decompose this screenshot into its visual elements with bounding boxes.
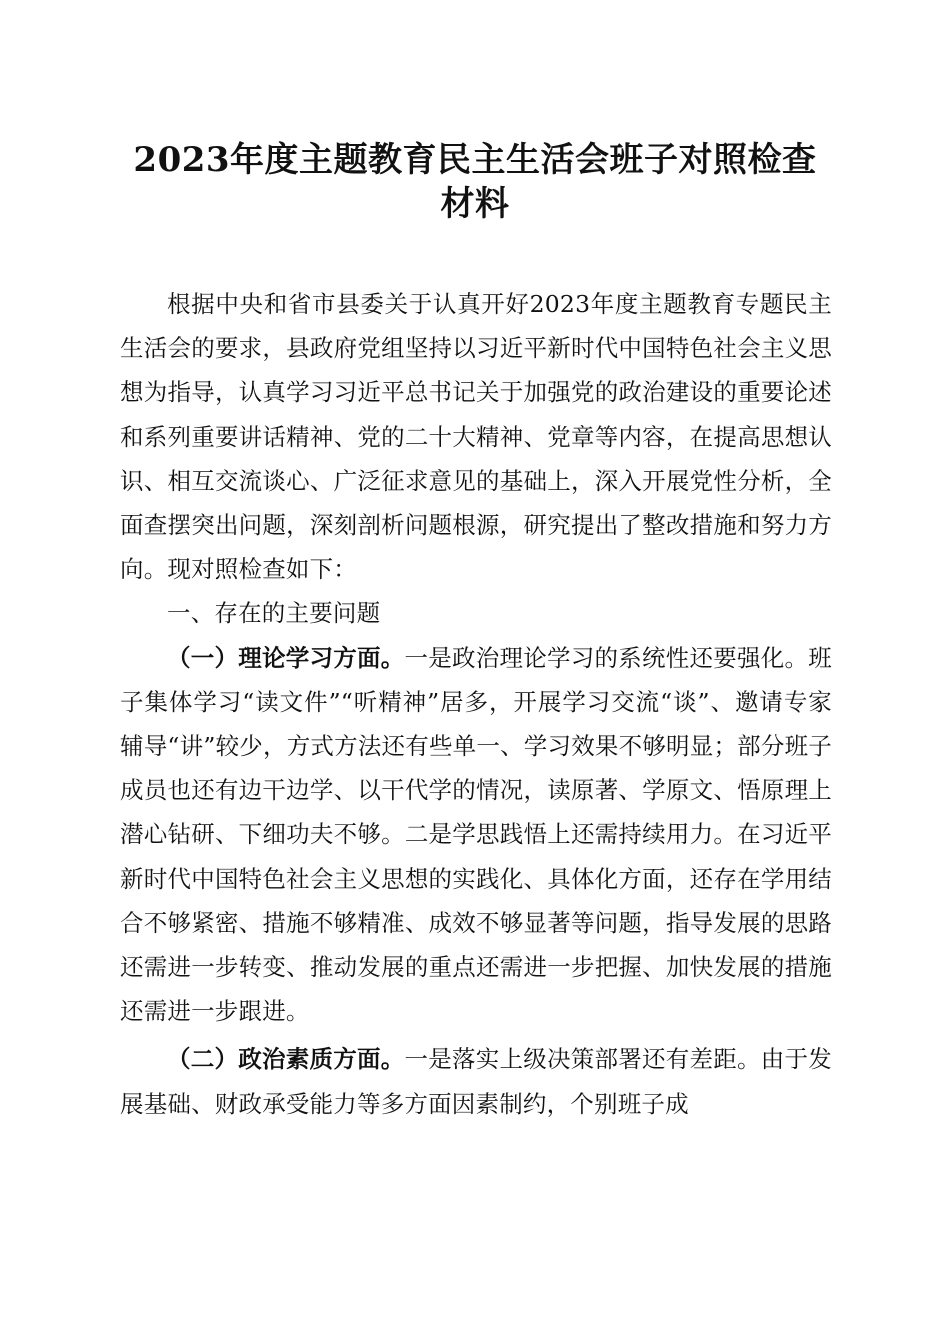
item-1-text: 一是政治理论学习的系统性还要强化。班子集体学习“读文件”“听精神”居多，开展学习交流“谈”、邀请专家辅导“讲”较少，方式方法还有些单一、学习效果不够明显；部分班子成员也还有边干边学、以干代学的情况，读原著、学原文、悟原理上潜心钻研、下细功夫不够。二是学思践悟上还需持续用力。在习近平新时代中国特色社会主义思想的实践化、具体化方面，还存在学用结合不够紧密、措施不够精准、成效不够显著等问题，指导发展的思路还需进一步转变、推动发展的重点还需进一步把握、加快发展的措施还需进一步跟进。 [120,643,832,1026]
item-1-paragraph [120,636,832,1034]
document-body [120,282,832,1126]
item-2-paragraph [120,1037,832,1125]
title-line-1: 2023年度主题教育民主生活会班子对照检查 [133,140,817,180]
item-1-heading: （一）理论学习方面。 [167,643,405,672]
section-heading-problems: 一、存在的主要问题 [167,599,381,628]
intro-paragraph: 根据中央和省市县委关于认真开好2023年度主题教育专题民主生活会的要求，县政府党组坚持以习近平新时代中国特色社会主义思想为指导，认真学习习近平总书记关于加强党的政治建设的重要论述和系列重要讲话精神、党的二十大精神、党章等内容，在提高思想认识、相互交流谈心、广泛征求意见的基础上，深入开展党性分析，全面查摆突出问题，深刻剖析问题根源，研究提出了整改措施和努力方向。现对照检查如下： [120,290,832,584]
title-line-2: 材料 [440,184,510,224]
document-title [100,138,850,226]
item-2-heading: （二）政治素质方面。 [167,1045,405,1074]
item-2-text: 一是落实上级决策部署还有差距。由于发展基础、财政承受能力等多方面因素制约，个别班子成 [120,1045,832,1118]
